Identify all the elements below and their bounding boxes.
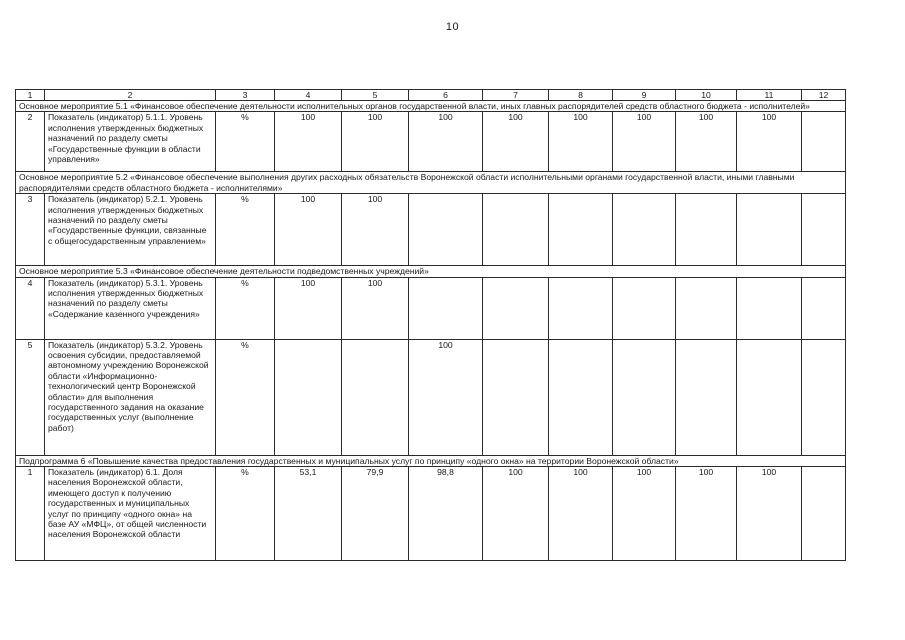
column-number: 9 [613,90,676,101]
value-cell [676,277,737,339]
value-cell: 100 [342,194,409,266]
row-number: 4 [16,277,45,339]
unit-cell: % [216,467,275,561]
unit-cell: % [216,194,275,266]
value-cell [549,194,613,266]
value-cell: 100 [275,112,342,172]
column-number: 8 [549,90,613,101]
indicators-table-body [16,90,846,561]
row-number: 5 [16,339,45,455]
section-row [16,455,846,466]
value-cell [802,112,846,172]
value-cell [483,339,549,455]
section-title: Основное мероприятие 5.2 «Финансовое обеспечение выполнения других расходных обязательств Воронежской области исполнительными органами государственной власти, иными главными распорядителями средств областного бюджета - исполнителями» [16,172,846,194]
column-number: 2 [45,90,216,101]
value-cell [549,339,613,455]
value-cell: 100 [737,112,802,172]
value-cell [549,277,613,339]
column-number: 12 [802,90,846,101]
value-cell [802,339,846,455]
value-cell: 100 [342,277,409,339]
value-cell: 100 [549,112,613,172]
indicator-row [16,467,846,561]
column-number-row [16,90,846,101]
column-number: 7 [483,90,549,101]
value-cell [613,277,676,339]
section-row [16,172,846,194]
indicator-row [16,194,846,266]
value-cell: 53,1 [275,467,342,561]
value-cell [342,339,409,455]
row-number: 3 [16,194,45,266]
value-cell [802,467,846,561]
indicator-row [16,277,846,339]
section-title: Основное мероприятие 5.1 «Финансовое обеспечение деятельности исполнительных органов государственной власти, иных главных распорядителей средств областного бюджета - исполнителей» [16,101,846,112]
value-cell: 100 [409,112,483,172]
value-cell: 100 [549,467,613,561]
column-number: 10 [676,90,737,101]
value-cell: 100 [613,467,676,561]
value-cell [737,277,802,339]
indicator-description: Показатель (индикатор) 5.3.1. Уровень исполнения утвержденных бюджетных назначений по разделу сметы «Содержание казенного учреждения» [45,277,216,339]
indicator-description: Показатель (индикатор) 6.1. Доля населения Воронежской области, имеющего доступ к получению государственных и муниципальных услуг по принципу «одного окна» на базе АУ «МФЦ», от общей численности населения Воронежской области [45,467,216,561]
column-number: 6 [409,90,483,101]
value-cell [409,277,483,339]
column-number: 11 [737,90,802,101]
indicator-description: Показатель (индикатор) 5.2.1. Уровень исполнения утвержденных бюджетных назначений по разделу сметы «Государственные функции, связанные с общегосударственным управлением» [45,194,216,266]
section-title: Подпрограмма 6 «Повышение качества предоставления государственных и муниципальных услуг по принципу «одного окна» на территории Воронежской области» [16,455,846,466]
value-cell: 100 [409,339,483,455]
value-cell: 100 [275,277,342,339]
column-number: 5 [342,90,409,101]
section-row [16,101,846,112]
value-cell: 100 [483,467,549,561]
value-cell [613,339,676,455]
column-number: 3 [216,90,275,101]
value-cell: 100 [342,112,409,172]
indicator-row [16,112,846,172]
value-cell: 100 [676,112,737,172]
value-cell: 79,9 [342,467,409,561]
row-number: 2 [16,112,45,172]
value-cell [802,194,846,266]
indicators-table [15,89,846,561]
value-cell [613,194,676,266]
value-cell: 100 [613,112,676,172]
indicator-row [16,339,846,455]
unit-cell: % [216,112,275,172]
value-cell [737,339,802,455]
unit-cell: % [216,339,275,455]
indicator-description: Показатель (индикатор) 5.1.1. Уровень исполнения утвержденных бюджетных назначений по разделу сметы «Государственные функции в области управления» [45,112,216,172]
value-cell [676,339,737,455]
value-cell [483,277,549,339]
column-number: 4 [275,90,342,101]
value-cell: 100 [676,467,737,561]
row-number: 1 [16,467,45,561]
value-cell [737,194,802,266]
value-cell [275,339,342,455]
value-cell [676,194,737,266]
indicator-description: Показатель (индикатор) 5.3.2. Уровень освоения субсидии, предоставляемой автономному учреждению Воронежской области «Информационно-технологический центр Воронежской области» для выполнения государственного задания на оказание государственных услуг (выполнение работ) [45,339,216,455]
section-row [16,266,846,277]
value-cell: 98,8 [409,467,483,561]
value-cell [483,194,549,266]
value-cell: 100 [483,112,549,172]
column-number: 1 [16,90,45,101]
value-cell: 100 [737,467,802,561]
unit-cell: % [216,277,275,339]
value-cell [802,277,846,339]
section-title: Основное мероприятие 5.3 «Финансовое обеспечение деятельности подведомственных учреждений» [16,266,846,277]
value-cell [409,194,483,266]
page-number: 10 [445,21,460,33]
value-cell: 100 [275,194,342,266]
